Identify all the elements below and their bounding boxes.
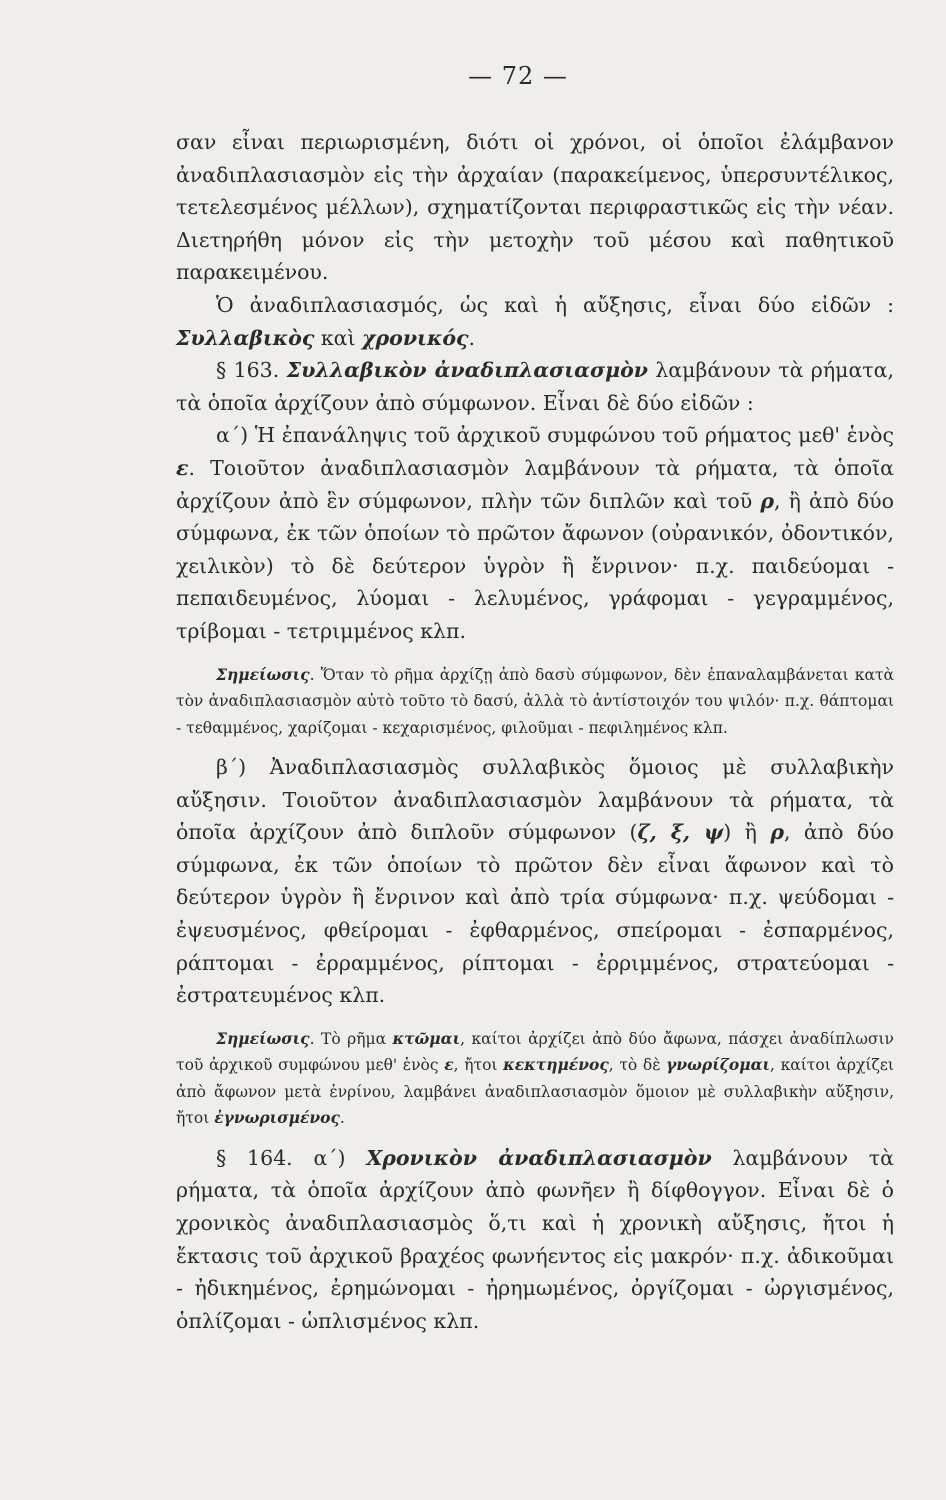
emphasis-text: ζ, ξ, ψ bbox=[637, 820, 724, 845]
body-paragraph bbox=[176, 751, 894, 1012]
body-paragraph bbox=[176, 419, 894, 647]
emphasis-text: χρονικός bbox=[362, 325, 469, 350]
text-run: Ὁ ἀναδιπλασιασμός, ὡς καὶ ἡ αὔξησις, εἶναι δύο εἰδῶν : bbox=[216, 292, 894, 317]
text-run: , ἀπὸ δύο σύμφωνα, ἐκ τῶν ὁποίων τὸ πρῶτον δὲν εἶναι ἄφωνον καὶ τὸ δεύτερον ὑγρὸν ἢ ἔνρινον καὶ ἀπὸ τρία σύμφωνα· π.χ. ψεύδομαι - ἐψευσμένος, φθείρομαι - ἐφθαρμένος, σπείρομαι - ἐσπαρμένος, ράπτομαι - ἐρραμμένος, ρίπτομαι - ἐρριμμένος, στρατεύομαι - ἐστρατευμένος κλπ. bbox=[176, 820, 894, 1008]
emphasis-text: ρ bbox=[770, 820, 784, 845]
spacer bbox=[176, 1132, 894, 1142]
text-run: . bbox=[339, 1109, 345, 1128]
emphasis-text: Συλλαβικὸν ἀναδιπλασιασμὸν bbox=[286, 358, 648, 383]
spacer bbox=[176, 1012, 894, 1026]
emphasis-text: Χρονικὸν ἀναδιπλασιασμὸν bbox=[366, 1145, 712, 1170]
text-run: , καίτοι ἀρχίζει ἀπὸ ἄφωνον μετὰ ἐνρίνου, λαμβάνει ἀναδιπλασιασμὸν ὅμοιον μὲ συλλαβικὴν αὔξησιν, ἤτοι bbox=[176, 1056, 894, 1128]
text-run: , ἢ ἀπὸ δύο σύμφωνα, ἐκ τῶν ὁποίων τὸ πρῶτον ἄφωνον (οὐρανικόν, ὀδοντικόν, χειλικὸν) τὸ δὲ δεύτερον ὑγρὸν ἢ ἔνρινον· π.χ. παιδεύομαι - πεπαιδευμένος, λύομαι - λελυμένος, γράφομαι - γεγραμμένος, τρίβομαι - τετριμμένος κλπ. bbox=[176, 488, 894, 643]
emphasis-text: ἐγνωρισμένος bbox=[214, 1108, 340, 1128]
emphasis-text: Σημείωσις bbox=[216, 1028, 310, 1048]
note-paragraph bbox=[176, 662, 894, 742]
text-run: ) ἢ bbox=[723, 820, 771, 845]
emphasis-text: κτῶμαι bbox=[392, 1028, 461, 1048]
emphasis-text: ε bbox=[176, 455, 189, 480]
text-run: καὶ bbox=[314, 325, 363, 350]
text-run: , ἤτοι bbox=[453, 1056, 504, 1075]
text-run: . Τοιοῦτον ἀναδιπλασιασμὸν λαμβάνουν τὰ ρήματα, τὰ ὁποῖα ἀρχίζουν ἀπὸ ἓν σύμφωνον, πλὴν τῶν διπλῶν καὶ τοῦ bbox=[176, 455, 894, 513]
emphasis-text: Σημείωσις bbox=[216, 664, 310, 684]
text-run: , τὸ δὲ bbox=[608, 1056, 667, 1075]
text-run: . Τὸ ρῆμα bbox=[309, 1029, 393, 1048]
text-run: § 164. α΄) bbox=[216, 1145, 367, 1170]
text-run: λαμβάνουν τὰ ρήματα, τὰ ὁποῖα ἀρχίζουν ἀπὸ σύμφωνον. Εἶναι δὲ δύο εἰδῶν : bbox=[176, 358, 894, 415]
emphasis-text: Συλλαβικὸς bbox=[176, 325, 315, 350]
text-run: § 163. bbox=[216, 358, 287, 383]
body-text bbox=[176, 126, 894, 1337]
spacer bbox=[176, 741, 894, 751]
emphasis-text: γνωρίζομαι bbox=[666, 1055, 771, 1075]
note-paragraph bbox=[176, 1026, 894, 1132]
text-run: . Ὅταν τὸ ρῆμα ἀρχίζῃ ἀπὸ δασὺ σύμφωνον, δὲν ἐπαναλαμβάνεται κατὰ τὸν ἀναδιπλασιασμὸν αὐτὸ τοῦτο τὸ δασύ, ἀλλὰ τὸ ἀντίστοιχόν του ψιλόν· π.χ. θάπτομαι - τεθαμμένος, χαρίζομαι - κεχαρισμένος, φιλοῦμαι - πεφιλημένος κλπ. bbox=[176, 665, 894, 737]
text-run: . bbox=[468, 325, 476, 350]
text-run: λαμβάνουν τὰ ρήματα, τὰ ὁποῖα ἀρχίζουν ἀπὸ φωνῆεν ἢ δίφθογγον. Εἶναι δὲ ὁ χρονικὸς ἀναδιπλασιασμὸς ὅ,τι καὶ ἡ χρονικὴ αὔξησις, ἤτοι ἡ ἔκτασις τοῦ ἀρχικοῦ βραχέος φωνήεντος εἰς μακρόν· π.χ. ἀδικοῦμαι - ἠδικημένος, ἐρημώνομαι - ἠρημωμένος, ὀργίζομαι - ὠργισμένος, ὁπλίζομαι - ὡπλισμένος κλπ. bbox=[176, 1145, 894, 1333]
body-paragraph bbox=[176, 289, 894, 354]
emphasis-text: ε bbox=[444, 1055, 454, 1075]
emphasis-text: κεκτημένος bbox=[503, 1055, 609, 1075]
body-paragraph bbox=[176, 126, 894, 289]
spacer bbox=[176, 648, 894, 662]
emphasis-text: ρ bbox=[760, 488, 774, 513]
text-run: , καίτοι ἀρχίζει ἀπὸ δύο ἄφωνα, πάσχει ἀναδίπλωσιν τοῦ ἀρχικοῦ συμφώνου μεθ' ἑνὸς bbox=[176, 1029, 894, 1075]
text-run: α΄) Ἡ ἐπανάληψις τοῦ ἀρχικοῦ συμφώνου τοῦ ρήματος μεθ' ἑνὸς bbox=[216, 423, 894, 448]
text-run: β΄) Ἀναδιπλασιασμὸς συλλαβικὸς ὅμοιος μὲ συλλαβικὴν αὔξησιν. Τοιοῦτον ἀναδιπλασιασμὸν λαμβάνουν τὰ ρήματα, τὰ ὁποῖα ἀρχίζουν ἀπὸ διπλοῦν σύμφωνον ( bbox=[176, 755, 894, 845]
body-paragraph bbox=[176, 354, 894, 419]
body-paragraph bbox=[176, 1142, 894, 1338]
page-number: — 72 — bbox=[468, 62, 568, 90]
text-run: σαν εἶναι περιωρισμένη, διότι οἱ χρόνοι, οἱ ὁποῖοι ἐλάμβανον ἀναδιπλασιασμὸν εἰς τὴν ἀρχαίαν (παρακείμενος, ὑπερσυντέλικος, τετελεσμένος μέλλων), σχηματίζονται περιφραστικῶς εἰς τὴν νέαν. Διετηρήθη μόνον εἰς τὴν μετοχὴν τοῦ μέσου καὶ παθητικοῦ παρακειμένου. bbox=[176, 130, 894, 285]
